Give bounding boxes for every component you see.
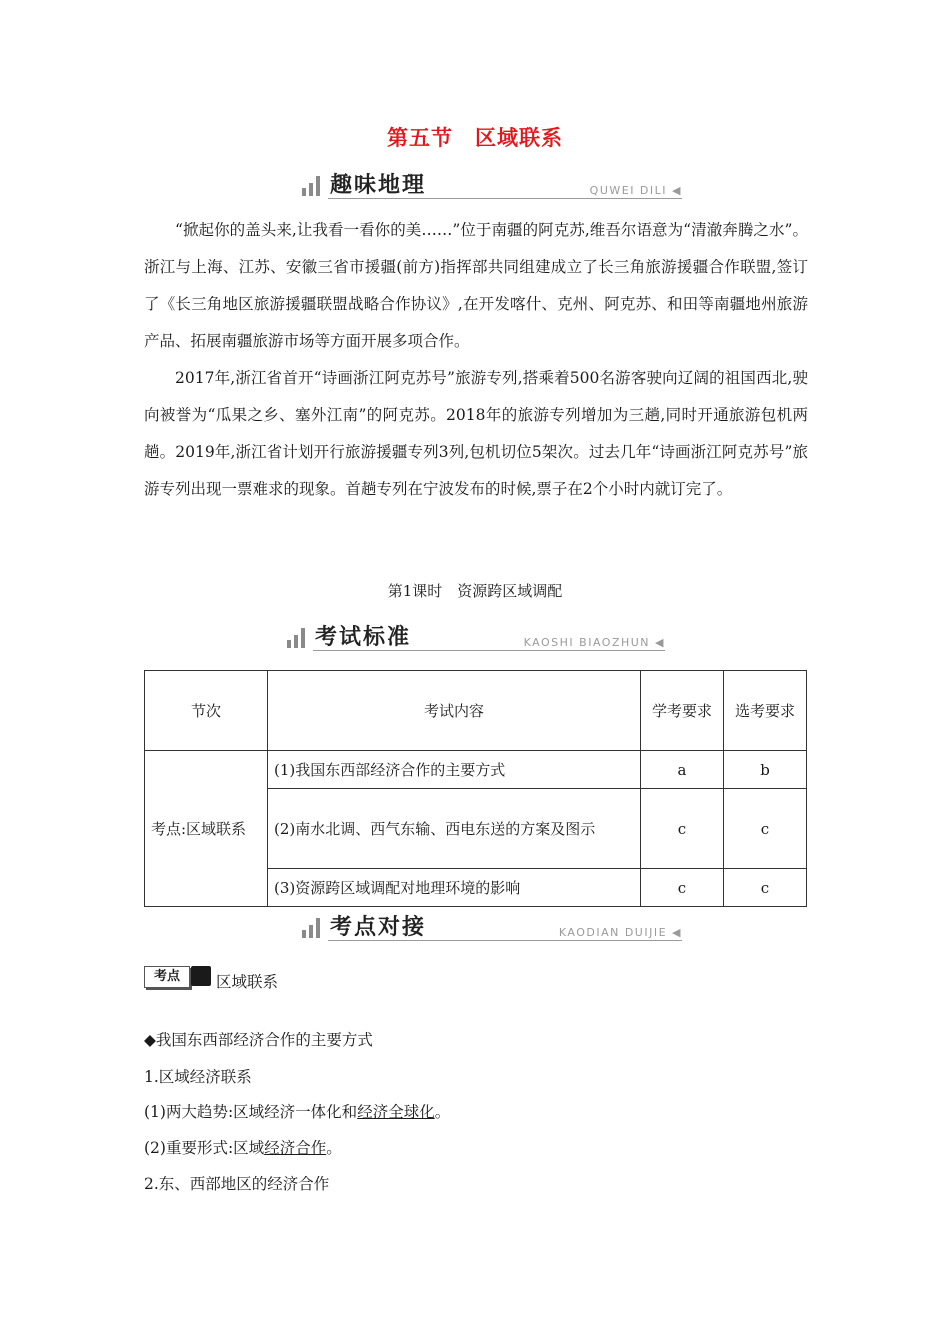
exam-standard-table — [144, 670, 807, 907]
banner-label: 趣味地理 — [330, 173, 427, 198]
underlined-answer: 经济合作 — [264, 1139, 327, 1157]
body-item-1a: (1)两大趋势:区域经济一体化和经济全球化。 — [144, 1103, 451, 1121]
section-banner-standard — [285, 620, 665, 654]
row-content: (2)南水北调、西气东输、西电东送的方案及图示 — [268, 789, 641, 869]
row-xuankao: b — [724, 751, 807, 789]
banner-divider — [328, 198, 682, 199]
body-item-2: 2.东、西部地区的经济合作 — [144, 1175, 330, 1193]
banner-divider — [313, 650, 665, 651]
banner-subtitle: QUWEI DILI ◀ — [589, 184, 682, 197]
banner-label: 考点对接 — [330, 915, 427, 940]
intro-text — [144, 212, 808, 508]
header-xuekao: 学考要求 — [641, 671, 724, 751]
table-row — [145, 751, 807, 789]
row-xuankao: c — [724, 869, 807, 907]
row-content: (3)资源跨区域调配对地理环境的影响 — [268, 869, 641, 907]
banner-subtitle: KAOSHI BIAOZHUN ◀ — [523, 636, 665, 649]
section-cell: 考点:区域联系 — [145, 751, 268, 907]
body-heading: ◆我国东西部经济合作的主要方式 — [144, 1031, 373, 1049]
banner-subtitle: KAODIAN DUIJIE ◀ — [558, 926, 682, 939]
intro-paragraph-2: 2017年,浙江省首开“诗画浙江阿克苏号”旅游专列,搭乘着500名游客驶向辽阔的祖国西北,驶向被誉为“瓜果之乡、塞外江南”的阿克苏。2018年的旅游专列增加为三趟,同时开通旅游包机两趟。2019年,浙江省计划开行旅游援疆专列3列,包机切位5架次。过去几年“诗画浙江阿克苏号”旅游专列出现一票难求的现象。首趟专列在宁波发布的时候,票子在2个小时内就订完了。 — [144, 369, 808, 498]
banner-label: 考试标准 — [315, 625, 412, 650]
lesson-title: 第1课时 资源跨区域调配 — [387, 582, 563, 600]
body-item-1: 1.区域经济联系 — [144, 1068, 252, 1086]
section-banner-fun — [300, 168, 682, 202]
banner-divider — [328, 940, 682, 941]
bar-chart-icon — [300, 918, 326, 938]
kaodian-tag: 考点 — [144, 966, 190, 988]
row-xuekao: c — [641, 869, 724, 907]
row-content: (1)我国东西部经济合作的主要方式 — [268, 751, 641, 789]
row-xuankao: c — [724, 789, 807, 869]
kaodian-title: 区域联系 — [216, 973, 279, 991]
row-xuekao: c — [641, 789, 724, 869]
underlined-answer: 经济全球化 — [357, 1103, 435, 1121]
row-xuekao: a — [641, 751, 724, 789]
bar-chart-icon — [285, 628, 311, 648]
table-header-row — [145, 671, 807, 751]
header-section: 节次 — [145, 671, 268, 751]
header-content: 考试内容 — [268, 671, 641, 751]
bar-chart-icon — [300, 176, 326, 196]
page-title: 第五节 区域联系 — [387, 126, 563, 150]
header-xuankao: 选考要求 — [724, 671, 807, 751]
kaodian-marker-icon — [191, 966, 211, 986]
intro-paragraph-1: “掀起你的盖头来,让我看一看你的美……”位于南疆的阿克苏,维吾尔语意为“清澈奔腾之水”。 浙江与上海、江苏、安徽三省市援疆(前方)指挥部共同组建成立了长三角旅游援疆合作联盟,签订了《长三角地区旅游援疆联盟战略合作协议》,在开发喀什、克州、阿克苏、和田等南疆地州旅游产品、拓展南疆旅游市场等方面开展多项合作。 — [144, 221, 808, 350]
body-item-1b: (2)重要形式:区域经济合作。 — [144, 1139, 342, 1157]
section-banner-docking — [300, 910, 682, 944]
